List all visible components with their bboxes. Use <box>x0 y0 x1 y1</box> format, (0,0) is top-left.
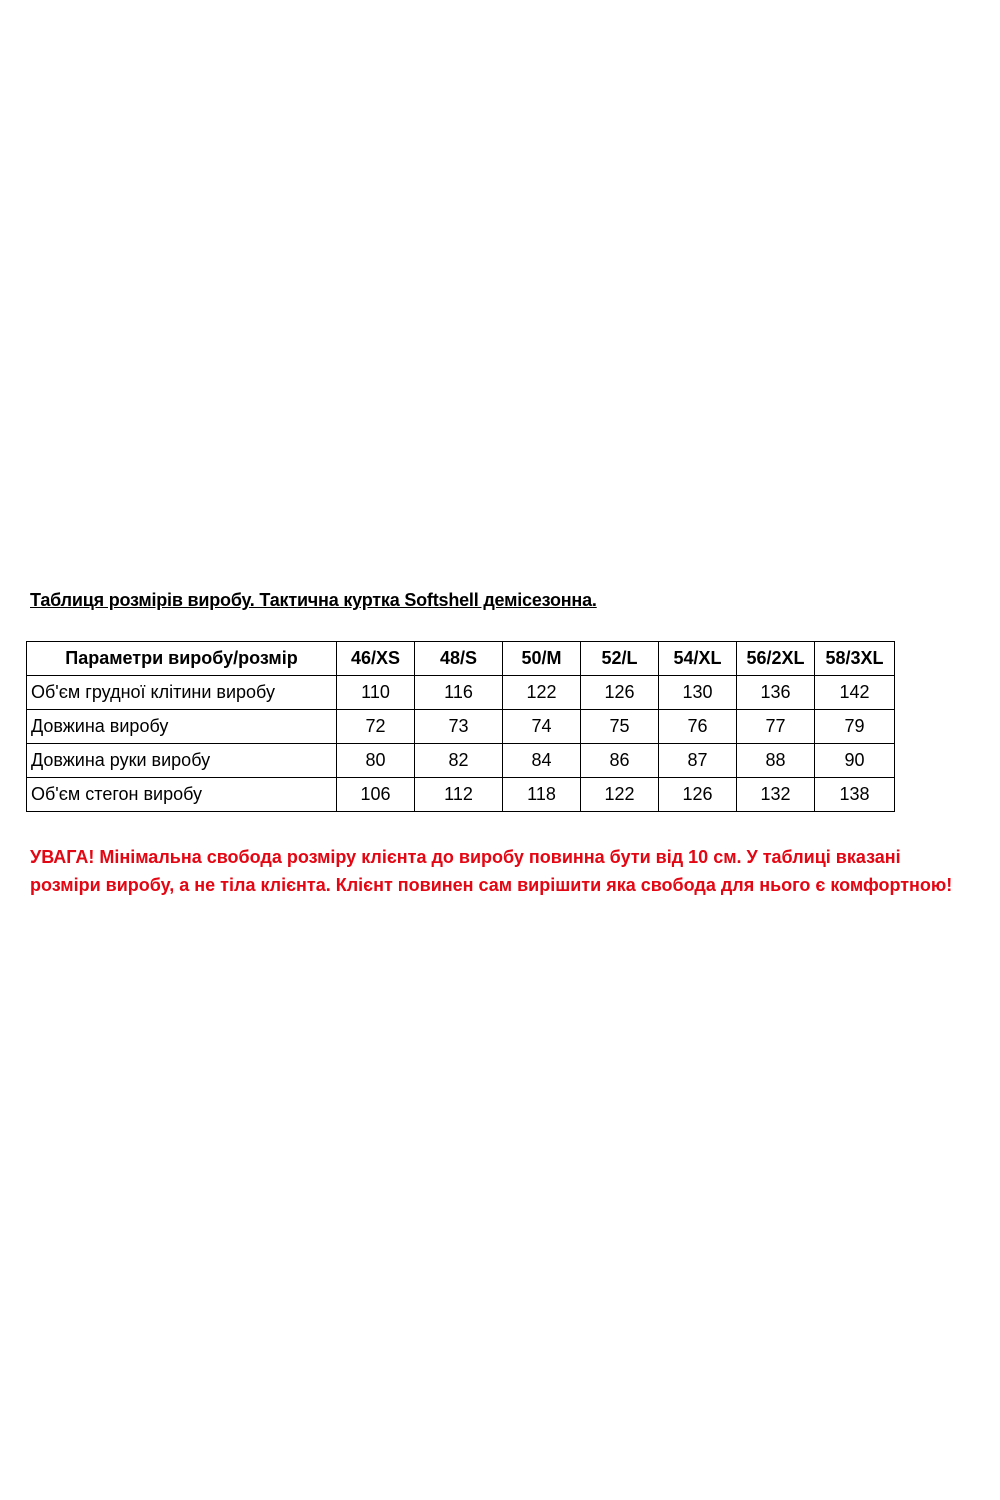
warning-line-2: розміри виробу, а не тіла клієнта. Клієнт повинен сам вирішити яка свобода для нього є комфортною! <box>30 875 953 895</box>
table-header-row <box>27 642 895 676</box>
table-row <box>27 778 895 812</box>
table-cell: 126 <box>659 778 737 812</box>
table-cell: 86 <box>581 744 659 778</box>
table-param-cell: Об'єм стегон виробу <box>27 778 337 812</box>
table-cell: 116 <box>415 676 503 710</box>
table-cell: 77 <box>737 710 815 744</box>
table-row <box>27 710 895 744</box>
table-param-cell: Довжина руки виробу <box>27 744 337 778</box>
table-cell: 132 <box>737 778 815 812</box>
table-cell: 122 <box>581 778 659 812</box>
table-header-cell: 54/XL <box>659 642 737 676</box>
table-cell: 126 <box>581 676 659 710</box>
table-header-cell: Параметри виробу/розмір <box>27 642 337 676</box>
table-cell: 75 <box>581 710 659 744</box>
table-header-cell: 48/S <box>415 642 503 676</box>
table-param-cell: Об'єм грудної клітини виробу <box>27 676 337 710</box>
table-param-cell: Довжина виробу <box>27 710 337 744</box>
table-header-cell: 56/2XL <box>737 642 815 676</box>
warning-line-1: УВАГА! Мінімальна свобода розміру клієнта до виробу повинна бути від 10 см. У таблиці вказані <box>30 847 901 867</box>
table-header-cell: 50/M <box>503 642 581 676</box>
table-cell: 90 <box>815 744 895 778</box>
document-title: Таблиця розмірів виробу. Тактична куртка Softshell демісезонна. <box>30 590 597 610</box>
table-row <box>27 676 895 710</box>
table-cell: 112 <box>415 778 503 812</box>
table-cell: 84 <box>503 744 581 778</box>
table-header-cell: 46/XS <box>337 642 415 676</box>
size-table <box>26 641 895 812</box>
table-header-cell: 58/3XL <box>815 642 895 676</box>
table-cell: 118 <box>503 778 581 812</box>
table-cell: 136 <box>737 676 815 710</box>
table-cell: 106 <box>337 778 415 812</box>
table-cell: 72 <box>337 710 415 744</box>
table-cell: 138 <box>815 778 895 812</box>
table-cell: 73 <box>415 710 503 744</box>
table-cell: 88 <box>737 744 815 778</box>
table-cell: 87 <box>659 744 737 778</box>
table-cell: 110 <box>337 676 415 710</box>
table-cell: 74 <box>503 710 581 744</box>
table-cell: 79 <box>815 710 895 744</box>
table-cell: 130 <box>659 676 737 710</box>
table-cell: 80 <box>337 744 415 778</box>
table-cell: 82 <box>415 744 503 778</box>
table-cell: 142 <box>815 676 895 710</box>
table-cell: 76 <box>659 710 737 744</box>
warning-note <box>30 843 985 899</box>
table-row <box>27 744 895 778</box>
table-header-cell: 52/L <box>581 642 659 676</box>
table-cell: 122 <box>503 676 581 710</box>
